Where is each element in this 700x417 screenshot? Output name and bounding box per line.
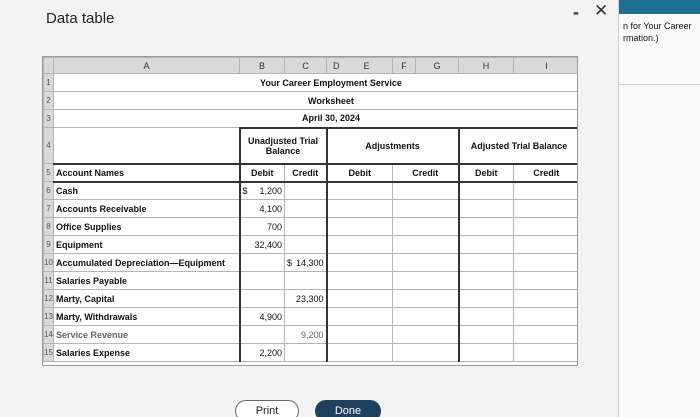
account-name: Equipment bbox=[54, 236, 240, 254]
print-button[interactable]: Print bbox=[235, 400, 299, 417]
row-number: 13 bbox=[44, 308, 54, 326]
adjusted-credit-cell[interactable] bbox=[514, 272, 578, 290]
unadjusted-debit-value: 4,900 bbox=[259, 311, 282, 322]
row-number: 11 bbox=[44, 272, 54, 290]
row-number: 12 bbox=[44, 290, 54, 308]
done-button[interactable]: Done bbox=[315, 400, 381, 417]
unadjusted-credit-cell[interactable] bbox=[285, 254, 327, 272]
adjusted-debit-cell[interactable] bbox=[459, 218, 514, 236]
adjustments-debit-cell[interactable] bbox=[327, 290, 393, 308]
adjusted-credit-cell[interactable] bbox=[514, 290, 578, 308]
row-number: 5 bbox=[44, 164, 54, 182]
adjusted-credit-cell[interactable] bbox=[514, 182, 578, 200]
background-panel bbox=[618, 0, 700, 417]
unadjusted-credit-cell[interactable] bbox=[285, 236, 327, 254]
close-icon[interactable]: ✕ bbox=[594, 1, 609, 20]
unadjusted-debit-cell[interactable] bbox=[240, 182, 285, 200]
company-name: Your Career Employment Service bbox=[54, 74, 579, 92]
unadjusted-debit-value: 32,400 bbox=[254, 239, 282, 250]
unadjusted-credit-value: 14,300 bbox=[295, 257, 324, 268]
adjustments-credit-cell[interactable] bbox=[393, 218, 459, 236]
currency-symbol: $ bbox=[287, 257, 293, 268]
adjustments-credit-cell[interactable] bbox=[393, 326, 459, 344]
row-number: 10 bbox=[44, 254, 54, 272]
adjustments-credit-cell[interactable] bbox=[393, 290, 459, 308]
adjustments-debit-cell[interactable] bbox=[327, 344, 393, 362]
adjustments-debit-cell[interactable] bbox=[327, 218, 393, 236]
adjusted-credit-cell[interactable] bbox=[514, 254, 578, 272]
worksheet-table bbox=[43, 57, 578, 362]
credit-header: Credit bbox=[514, 164, 578, 182]
unadjusted-debit-value: 4,100 bbox=[259, 203, 282, 214]
account-name: Service Revenue bbox=[54, 326, 240, 344]
background-topbar bbox=[619, 0, 700, 14]
account-name: Marty, Capital bbox=[54, 290, 240, 308]
row-number: 2 bbox=[44, 92, 54, 110]
column-header: D bbox=[333, 60, 340, 71]
table-row bbox=[44, 218, 579, 236]
background-text-line: rmation.) bbox=[623, 33, 659, 43]
table-row bbox=[44, 74, 579, 92]
spreadsheet bbox=[42, 56, 578, 366]
account-name: Office Supplies bbox=[54, 218, 240, 236]
account-name: Accounts Receivable bbox=[54, 200, 240, 218]
dialog-title: Data table bbox=[46, 10, 115, 27]
worksheet-date: April 30, 2024 bbox=[54, 110, 579, 128]
account-name: Salaries Expense bbox=[54, 344, 240, 362]
adjustments-debit-cell[interactable] bbox=[327, 326, 393, 344]
currency-symbol: $ bbox=[242, 185, 248, 196]
adjustments-debit-cell[interactable] bbox=[327, 308, 393, 326]
table-row bbox=[44, 92, 579, 110]
cell[interactable] bbox=[54, 128, 240, 164]
unadjusted-credit-cell[interactable] bbox=[285, 326, 327, 344]
unadjusted-debit-value: 1,200 bbox=[259, 185, 282, 196]
account-name: Cash bbox=[54, 182, 240, 200]
corner-cell bbox=[44, 58, 54, 74]
column-header: C bbox=[285, 58, 327, 74]
row-number: 8 bbox=[44, 218, 54, 236]
adjusted-credit-cell[interactable] bbox=[514, 236, 578, 254]
adjusted-credit-cell[interactable] bbox=[514, 200, 578, 218]
unadjusted-trial-balance-header: Unadjusted Trial Balance bbox=[240, 128, 327, 164]
table-row bbox=[44, 164, 579, 182]
background-text bbox=[619, 14, 700, 44]
table-row bbox=[44, 272, 579, 290]
adjusted-debit-cell[interactable] bbox=[459, 200, 514, 218]
table-row bbox=[44, 254, 579, 272]
row-number: 15 bbox=[44, 344, 54, 362]
adjusted-debit-cell[interactable] bbox=[459, 344, 514, 362]
adjustments-debit-cell[interactable] bbox=[327, 254, 393, 272]
table-row bbox=[44, 290, 579, 308]
adjustments-debit-cell[interactable] bbox=[327, 236, 393, 254]
unadjusted-debit-cell[interactable] bbox=[240, 236, 285, 254]
adjusted-credit-cell[interactable] bbox=[514, 326, 578, 344]
credit-header: Credit bbox=[393, 164, 459, 182]
adjustments-credit-cell[interactable] bbox=[393, 272, 459, 290]
table-row bbox=[44, 344, 579, 362]
column-header: F bbox=[393, 58, 416, 74]
column-header-d-e bbox=[327, 58, 393, 74]
debit-header: Debit bbox=[240, 164, 285, 182]
adjustments-debit-cell[interactable] bbox=[327, 200, 393, 218]
unadjusted-credit-value: 9,200 bbox=[300, 329, 324, 340]
account-names-header: Account Names bbox=[54, 164, 240, 182]
minimize-icon[interactable]: - bbox=[573, 2, 579, 22]
column-header-row bbox=[44, 58, 579, 74]
unadjusted-credit-cell[interactable] bbox=[285, 272, 327, 290]
adjusted-debit-cell[interactable] bbox=[459, 236, 514, 254]
adjustments-credit-cell[interactable] bbox=[393, 308, 459, 326]
unadjusted-debit-cell[interactable] bbox=[240, 254, 285, 272]
column-header: I bbox=[514, 58, 578, 74]
unadjusted-debit-value: 2,200 bbox=[259, 347, 282, 358]
debit-header: Debit bbox=[327, 164, 393, 182]
unadjusted-credit-cell[interactable] bbox=[285, 218, 327, 236]
unadjusted-debit-cell[interactable] bbox=[240, 200, 285, 218]
adjusted-credit-cell[interactable] bbox=[514, 344, 578, 362]
row-number: 7 bbox=[44, 200, 54, 218]
worksheet-title: Worksheet bbox=[54, 92, 579, 110]
unadjusted-debit-cell[interactable] bbox=[240, 326, 285, 344]
unadjusted-debit-cell[interactable] bbox=[240, 308, 285, 326]
unadjusted-debit-cell[interactable] bbox=[240, 218, 285, 236]
unadjusted-credit-cell[interactable] bbox=[285, 344, 327, 362]
unadjusted-credit-cell[interactable] bbox=[285, 290, 327, 308]
adjustments-credit-cell[interactable] bbox=[393, 344, 459, 362]
account-name: Marty, Withdrawals bbox=[54, 308, 240, 326]
adjustments-header: Adjustments bbox=[327, 128, 459, 164]
adjusted-debit-cell[interactable] bbox=[459, 182, 514, 200]
unadjusted-debit-cell[interactable] bbox=[240, 290, 285, 308]
adjustments-debit-cell[interactable] bbox=[327, 182, 393, 200]
adjusted-debit-cell[interactable] bbox=[459, 290, 514, 308]
column-header: H bbox=[459, 58, 514, 74]
adjusted-credit-cell[interactable] bbox=[514, 308, 578, 326]
unadjusted-debit-value: 700 bbox=[266, 221, 282, 232]
adjustments-credit-cell[interactable] bbox=[393, 200, 459, 218]
table-row bbox=[44, 326, 579, 344]
table-row bbox=[44, 200, 579, 218]
table-row bbox=[44, 182, 579, 200]
row-number: 1 bbox=[44, 74, 54, 92]
credit-header: Credit bbox=[285, 164, 327, 182]
unadjusted-credit-value: 23,300 bbox=[295, 293, 324, 304]
unadjusted-debit-cell[interactable] bbox=[240, 272, 285, 290]
account-name: Salaries Payable bbox=[54, 272, 240, 290]
adjusted-debit-cell[interactable] bbox=[459, 308, 514, 326]
adjustments-debit-cell[interactable] bbox=[327, 272, 393, 290]
table-row bbox=[44, 236, 579, 254]
row-number: 9 bbox=[44, 236, 54, 254]
table-row bbox=[44, 128, 579, 164]
divider bbox=[619, 84, 700, 85]
unadjusted-debit-cell[interactable] bbox=[240, 344, 285, 362]
table-row bbox=[44, 308, 579, 326]
account-rows bbox=[44, 182, 579, 362]
adjustments-credit-cell[interactable] bbox=[393, 236, 459, 254]
adjusted-debit-cell[interactable] bbox=[459, 326, 514, 344]
table-row bbox=[44, 110, 579, 128]
debit-header: Debit bbox=[459, 164, 514, 182]
column-header: A bbox=[54, 58, 240, 74]
background-text-line: n for Your Career bbox=[623, 21, 692, 31]
row-number: 4 bbox=[44, 128, 54, 164]
row-number: 6 bbox=[44, 182, 54, 200]
row-number: 14 bbox=[44, 326, 54, 344]
adjusted-trial-balance-header: Adjusted Trial Balance bbox=[459, 128, 578, 164]
row-number: 3 bbox=[44, 110, 54, 128]
adjustments-credit-cell[interactable] bbox=[393, 254, 459, 272]
unadjusted-credit-cell[interactable] bbox=[285, 308, 327, 326]
unadjusted-credit-cell[interactable] bbox=[285, 182, 327, 200]
account-name: Accumulated Depreciation—Equipment bbox=[54, 254, 240, 272]
adjusted-debit-cell[interactable] bbox=[459, 254, 514, 272]
adjustments-credit-cell[interactable] bbox=[393, 182, 459, 200]
column-header: E bbox=[363, 60, 370, 71]
column-header: B bbox=[240, 58, 285, 74]
unadjusted-credit-cell[interactable] bbox=[285, 200, 327, 218]
adjusted-credit-cell[interactable] bbox=[514, 218, 578, 236]
adjusted-debit-cell[interactable] bbox=[459, 272, 514, 290]
column-header: G bbox=[416, 58, 459, 74]
